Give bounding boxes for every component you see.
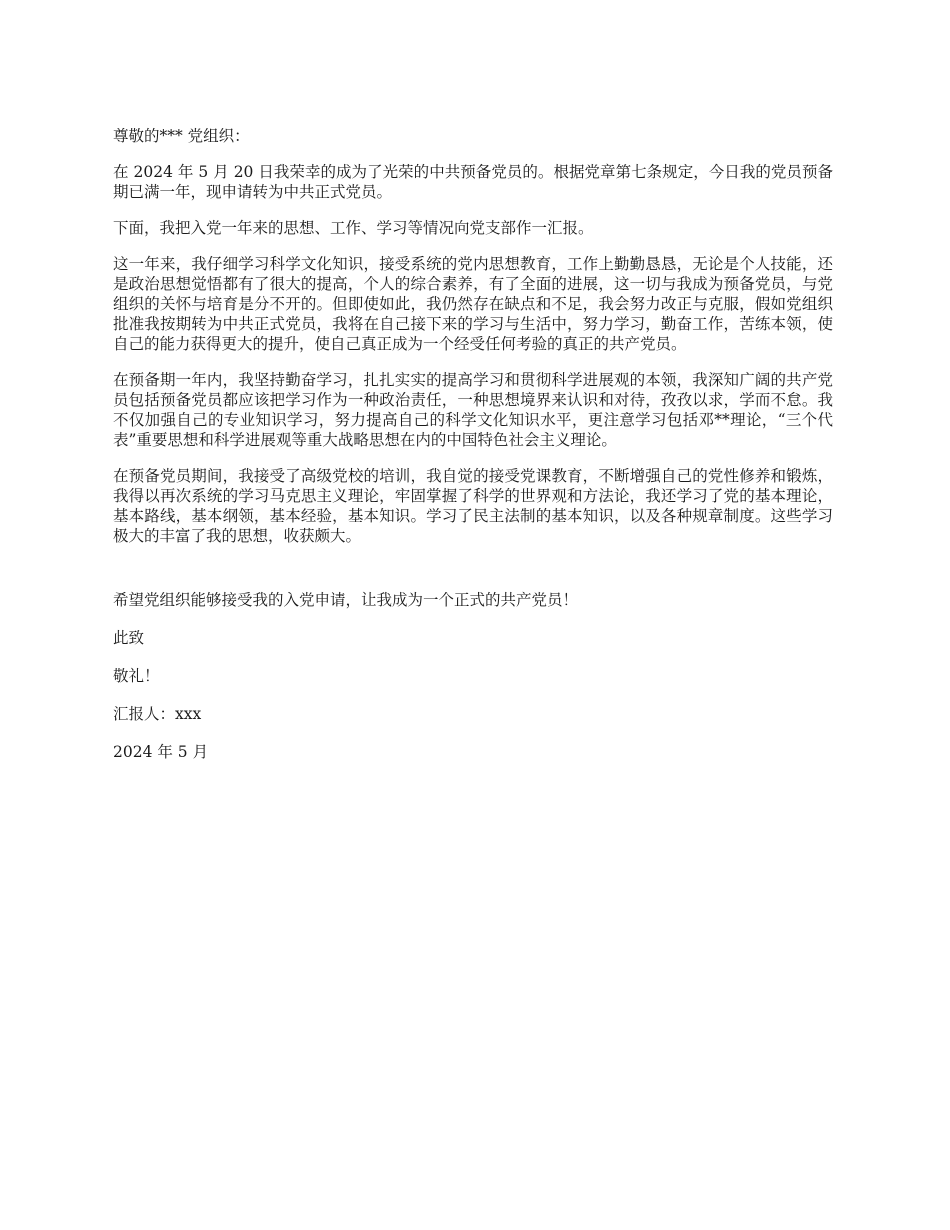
reporter-name: 汇报人：xxx [113, 705, 202, 723]
paragraph-progress: 这一年来，我仔细学习科学文化知识，接受系统的党内思想教育，工作上勤勤恳恳，无论是个人技能，还是政治思想觉悟都有了很大的提高，个人的综合素养，有了全面的进展，这一切与我成为预备党员，与党组织的关怀与培育是分不开的。但即使如此，我仍然存在缺点和不足，我会努力改正与克服，假如党组织批准我按期转为中共正式党员，我将在自己接下来的学习与生活中，努力学习，勤奋工作，苦练本领，使自己的能力获得更大的提升，使自己真正成为一个经受任何考验的真正的共产党员。 [113, 255, 833, 353]
report-date: 2024 年 5 月 [113, 743, 209, 761]
spacer [113, 562, 833, 590]
closing-salute: 敬礼！ [113, 667, 160, 685]
paragraph-intro: 在 2024 年 5 月 20 日我荣幸的成为了光荣的中共预备党员的。根据党章第七条规定，今日我的党员预备期已满一年，现申请转为中共正式党员。 [113, 163, 833, 201]
closing-greeting: 此致 [113, 629, 145, 647]
letter-body [113, 126, 833, 780]
paragraph-study: 在预备期一年内，我坚持勤奋学习，扎扎实实的提高学习和贯彻科学进展观的本领，我深知广阔的共产党员包括预备党员都应该把学习作为一种政治责任，一种思想境界来认识和对待，孜孜以求，学而不怠。我不仅加强自己的专业知识学习，努力提高自己的科学文化知识水平，更注意学习包括邓**理论，“三个代表”重要思想和科学进展观等重大战略思想在内的中国特色社会主义理论。 [113, 371, 833, 449]
hope-text: 希望党组织能够接受我的入党申请，让我成为一个正式的共产党员！ [113, 591, 579, 609]
paragraph-report-intro: 下面，我把入党一年来的思想、工作、学习等情况向党支部作一汇报。 [113, 219, 594, 237]
salutation: 尊敬的*** 党组织： [113, 127, 250, 145]
paragraph-training: 在预备党员期间，我接受了高级党校的培训，我自觉的接受党课教育，不断增强自己的党性修养和锻炼，我得以再次系统的学习马克思主义理论，牢固掌握了科学的世界观和方法论，我还学习了党的基本理论，基本路线，基本纲领，基本经验，基本知识。学习了民主法制的基本知识，以及各种规章制度。这些学习极大的丰富了我的思想，收获颇大。 [113, 467, 833, 545]
